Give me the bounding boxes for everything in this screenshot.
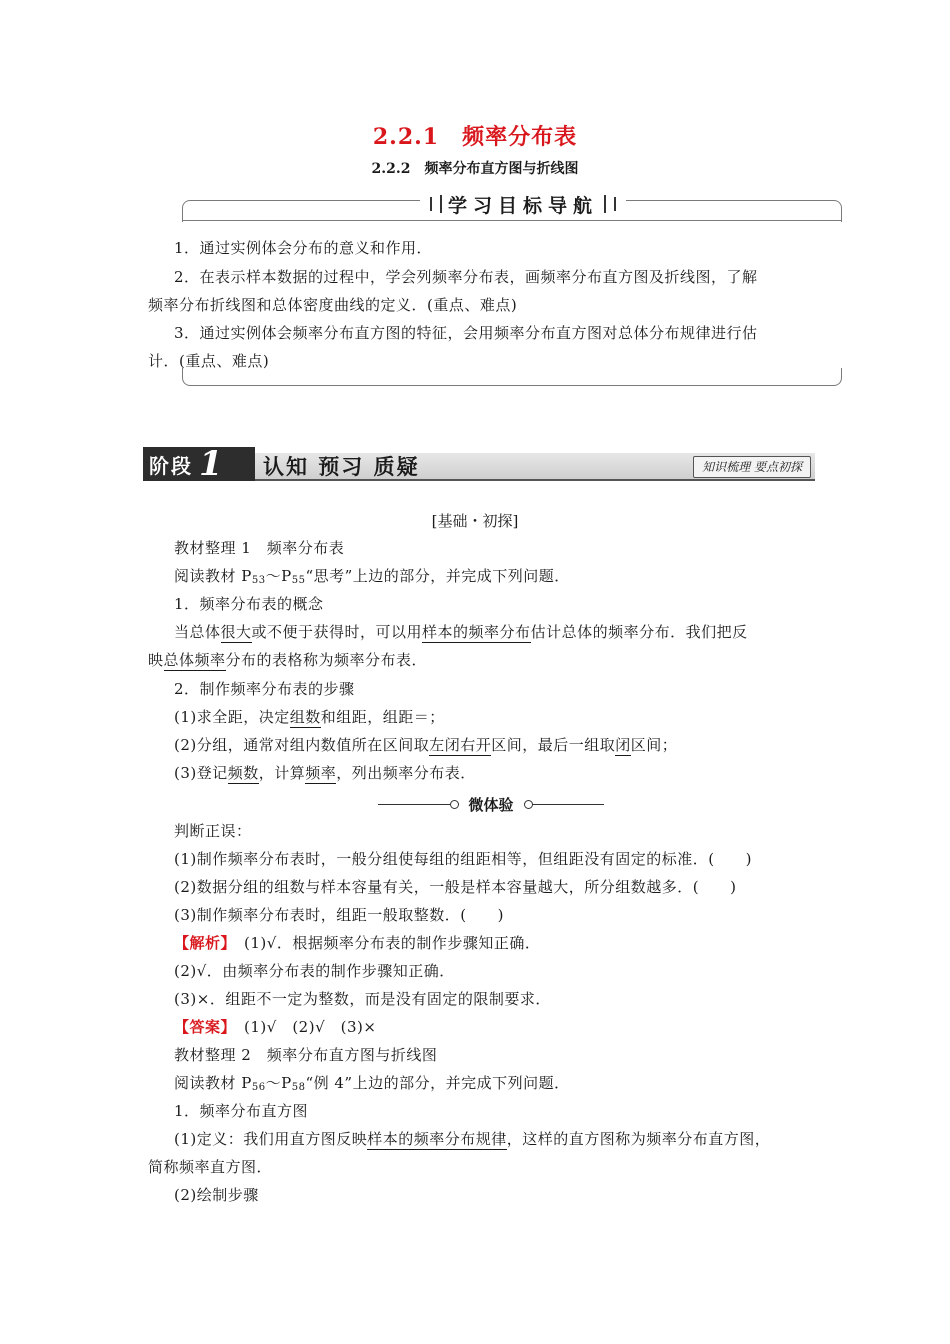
text: “思考”上边的部分，并完成下列问题． (305, 567, 570, 585)
text: 阅读教材 P (174, 567, 252, 585)
objective-item: 频率分布折线图和总体密度曲线的定义．(重点、难点) (148, 296, 518, 314)
stage-banner (143, 444, 815, 484)
step-item (174, 731, 677, 759)
stage-number: 1 (199, 444, 225, 484)
fill-blank: 频数 (227, 764, 259, 782)
badge-bar-icon (430, 197, 432, 211)
stage-label: 阶段 (149, 453, 193, 478)
page-subtitle: 2.2.2 频率分布直方图与折线图 (371, 161, 579, 177)
analysis-line: (2)√．由频率分布表的制作步骤知正确． (174, 962, 455, 980)
part1-heading: 教材整理 1 频率分布表 (174, 539, 345, 557)
objective-item: 计．(重点、难点) (148, 352, 270, 370)
part2-heading: 教材整理 2 频率分布直方图与折线图 (174, 1046, 438, 1064)
stage-tag: 知识梳理 要点初探 (693, 456, 811, 478)
analysis-label: 【解析】 (174, 934, 229, 952)
quiz-question: (3)制作频率分布表时，组距一般取整数．( ) (174, 906, 504, 924)
histogram-title: 1．频率分布直方图 (174, 1102, 309, 1120)
step-item (174, 759, 476, 787)
subscript: 55 (291, 575, 306, 586)
subscript: 58 (291, 1082, 306, 1093)
text: 区间，最后一组取 (491, 736, 616, 754)
fill-blank: 频率 (305, 764, 337, 782)
text: (3)登记 (174, 764, 228, 782)
text: ，计算 (258, 764, 306, 782)
objectives-badge-label: 学习目标导航 (448, 194, 599, 217)
text: (1)求全距，决定 (174, 708, 290, 726)
fill-blank: 组数 (289, 708, 321, 726)
circle-icon (450, 800, 459, 809)
badge-bar-icon (614, 197, 616, 211)
section-label: [基础・初探] (431, 512, 519, 530)
text: 阅读教材 P (174, 1074, 252, 1092)
micro-experience-divider (378, 794, 604, 814)
subscript: 53 (251, 575, 266, 586)
subscript: 56 (251, 1082, 266, 1093)
text: (1)√ (2)√ (3)× (228, 1018, 377, 1036)
objective-item: 1．通过实例体会分布的意义和作用． (174, 239, 433, 257)
quiz-question: (1)制作频率分布表时，一般分组使每组的组距相等，但组距没有固定的标准．( ) (174, 850, 752, 868)
definition-line (174, 1125, 770, 1153)
text: ，这样的直方图称为频率分布直方图， (506, 1130, 771, 1148)
fill-blank: 样本的频率分布规律 (367, 1130, 507, 1148)
concept-line (174, 618, 748, 646)
concept-title: 1．频率分布表的概念 (174, 595, 324, 613)
answer-line (174, 1013, 376, 1041)
step-item (174, 703, 445, 731)
badge-bar-icon (440, 195, 442, 213)
text: 当总体 (174, 623, 221, 641)
box-bottom-border (182, 368, 842, 386)
text: 分布的表格称为频率分布表． (225, 651, 428, 669)
text: (1)√．根据频率分布表的制作步骤知正确． (228, 934, 541, 952)
box-divider (182, 220, 842, 221)
concept-line (148, 646, 427, 674)
micro-title: 微体验 (468, 796, 514, 814)
text: ，列出频率分布表． (336, 764, 476, 782)
fill-blank: 闭 (615, 736, 631, 754)
text: ～P (265, 1074, 292, 1092)
stage-label-block (143, 444, 255, 484)
draw-steps-title: (2)绘制步骤 (174, 1186, 259, 1204)
text: (1)定义：我们用直方图反映 (174, 1130, 368, 1148)
divider-line (532, 804, 604, 805)
fill-blank: 样本的频率分布 (422, 623, 531, 641)
text: 或不便于获得时，可以用 (251, 623, 423, 641)
divider-line (378, 804, 450, 805)
badge-bar-icon (604, 195, 606, 213)
answer-label: 【答案】 (174, 1018, 229, 1036)
stage-heading: 认知 预习 质疑 (263, 454, 420, 479)
text: 映 (148, 651, 164, 669)
text: (2)分组，通常对组内数值所在区间取 (174, 736, 430, 754)
text: ； (429, 708, 445, 726)
objective-item: 2．在表示样本数据的过程中，学会列频率分布表，画频率分布直方图及折线图，了解 (174, 268, 758, 286)
objectives-badge (420, 190, 626, 218)
page-title: 2.2.1 频率分布表 (372, 124, 578, 150)
objective-item: 3．通过实例体会频率分布直方图的特征，会用频率分布直方图对总体分布规律进行估 (174, 324, 758, 342)
quiz-question: (2)数据分组的组数与样本容量有关，一般是样本容量越大，所分组数越多．( ) (174, 878, 737, 896)
quiz-prompt: 判断正误： (174, 822, 252, 840)
definition-line: 简称频率直方图． (148, 1158, 273, 1176)
analysis-line: (3)×．组距不一定为整数，而是没有固定的限制要求． (174, 990, 551, 1008)
text: 估计总体的频率分布．我们把反 (530, 623, 748, 641)
fill-blank: 总体频率 (163, 651, 226, 669)
text: 和组距，组距＝ (320, 708, 430, 726)
analysis-line (174, 929, 540, 957)
fill-blank: 很大 (220, 623, 252, 641)
steps-title: 2．制作频率分布表的步骤 (174, 680, 355, 698)
text: “例 4”上边的部分，并完成下列问题． (305, 1074, 570, 1092)
text: ～P (265, 567, 292, 585)
text: 区间； (630, 736, 678, 754)
fill-blank: 左闭右开 (429, 736, 492, 754)
